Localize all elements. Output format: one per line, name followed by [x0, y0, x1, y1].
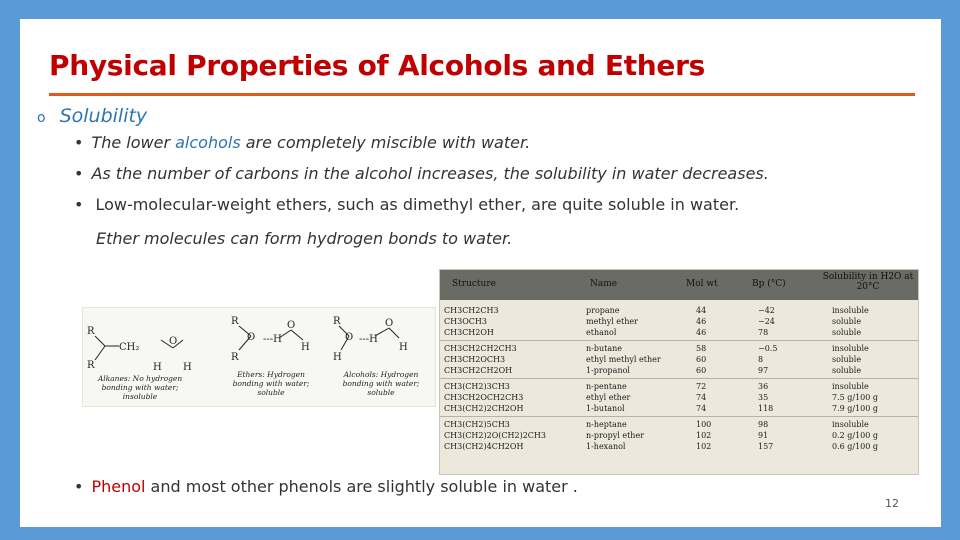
cell-solubility: insoluble: [832, 382, 869, 391]
cell-name: ethyl methyl ether: [586, 355, 661, 364]
bullet-1-text-a: The lower: [91, 133, 176, 152]
cell-bp: 97: [758, 366, 769, 375]
svg-text:R: R: [231, 316, 239, 327]
cell-name: n-propyl ether: [586, 431, 645, 440]
svg-text:H: H: [399, 342, 408, 353]
bullet-dot-icon: •: [74, 133, 84, 152]
group-divider: [440, 340, 918, 341]
slide-title: Physical Properties of Alcohols and Ethers: [49, 49, 705, 82]
cell-name: n-butane: [586, 344, 622, 353]
svg-text:O: O: [287, 320, 296, 331]
table-header: [440, 270, 918, 300]
group-divider: [440, 378, 918, 379]
bullet-2-text: As the number of carbons in the alcohol increases, the solubility in water decreases.: [91, 164, 769, 183]
svg-text:H: H: [301, 342, 310, 353]
alcohols-caption: Alcohols: Hydrogen bonding with water; soluble: [342, 370, 420, 397]
cell-solubility: insoluble: [832, 306, 869, 315]
bullet-4: [74, 477, 578, 496]
cell-name: n-pentane: [586, 382, 627, 391]
cell-structure: CH3(CH2)2CH2OH: [444, 404, 524, 413]
cell-mol-wt: 58: [696, 344, 707, 353]
cell-structure: CH3CH2OH: [444, 328, 494, 337]
cell-structure: CH3(CH2)2O(CH2)2CH3: [444, 431, 546, 440]
svg-text:---H: ---H: [263, 334, 282, 345]
cell-mol-wt: 72: [696, 382, 707, 391]
svg-text:CH₂: CH₂: [119, 342, 140, 353]
cell-name: n-heptane: [586, 420, 627, 429]
cell-bp: 8: [758, 355, 764, 364]
cell-structure: CH3CH2CH3: [444, 306, 499, 315]
cell-name: 1-hexanol: [586, 442, 626, 451]
cell-name: ethyl ether: [586, 393, 631, 402]
hydrogen-bonding-diagram: [83, 308, 435, 406]
cell-structure: CH3(CH2)4CH2OH: [444, 442, 524, 451]
cell-bp: −0.5: [758, 344, 778, 353]
cell-mol-wt: 60: [696, 355, 707, 364]
cell-name: propane: [586, 306, 620, 315]
cell-bp: 91: [758, 431, 769, 440]
cell-name: methyl ether: [586, 317, 638, 326]
cell-solubility: insoluble: [832, 420, 869, 429]
svg-text:H: H: [333, 352, 342, 363]
bullet-4-highlight: Phenol: [91, 477, 146, 496]
cell-bp: 98: [758, 420, 769, 429]
cell-bp: −42: [758, 306, 775, 315]
bullet-1-highlight: alcohols: [175, 133, 241, 152]
ethers-caption: Ethers: Hydrogen bonding with water; soluble: [232, 370, 310, 397]
cell-name: ethanol: [586, 328, 617, 337]
cell-mol-wt: 74: [696, 393, 707, 402]
cell-bp: −24: [758, 317, 775, 326]
cell-mol-wt: 102: [696, 431, 712, 440]
cell-solubility: soluble: [832, 355, 862, 364]
cell-solubility: insoluble: [832, 344, 869, 353]
bullet-3: [74, 195, 739, 214]
header-bp: Bp (°C): [752, 279, 786, 289]
cell-mol-wt: 46: [696, 328, 707, 337]
cell-name: 1-propanol: [586, 366, 630, 375]
cell-bp: 157: [758, 442, 774, 451]
svg-text:H: H: [183, 362, 192, 373]
circle-bullet-icon: o: [37, 110, 46, 126]
svg-text:R: R: [231, 352, 239, 363]
header-structure: Structure: [452, 279, 496, 289]
topic-label: Solubility: [59, 105, 148, 127]
header-mol-wt: Mol wt: [686, 279, 718, 289]
cell-structure: CH3CH2OCH3: [444, 355, 506, 364]
cell-mol-wt: 60: [696, 366, 707, 375]
cell-structure: CH3OCH3: [444, 317, 487, 326]
cell-mol-wt: 46: [696, 317, 707, 326]
cell-bp: 35: [758, 393, 769, 402]
alkanes-caption: Alkanes: No hydrogen bonding with water; insoluble: [97, 374, 183, 401]
cell-bp: 78: [758, 328, 769, 337]
cell-mol-wt: 102: [696, 442, 712, 451]
cell-solubility: soluble: [832, 317, 862, 326]
svg-text:O: O: [169, 336, 178, 347]
svg-text:R: R: [333, 316, 341, 327]
cell-bp: 36: [758, 382, 769, 391]
bullet-dot-icon: •: [74, 477, 84, 496]
bullet-1-text-b: are completely miscible with water.: [240, 133, 531, 152]
cell-bp: 118: [758, 404, 774, 413]
bullet-3-text: Low-molecular-weight ethers, such as dimethyl ether, are quite soluble in water.: [95, 195, 740, 214]
cell-structure: CH3CH2OCH2CH3: [444, 393, 524, 402]
bullet-dot-icon: •: [74, 195, 84, 214]
cell-structure: CH3(CH2)3CH3: [444, 382, 510, 391]
svg-text:O: O: [345, 332, 354, 343]
svg-text:R: R: [87, 360, 95, 371]
cell-solubility: 0.2 g/100 g: [832, 431, 879, 440]
bullet-1: [74, 133, 530, 152]
title-underline: [49, 93, 915, 96]
cell-structure: CH3(CH2)5CH3: [444, 420, 510, 429]
cell-structure: CH3CH2CH2CH3: [444, 344, 517, 353]
cell-solubility: soluble: [832, 328, 862, 337]
page-number: 12: [885, 497, 899, 510]
header-solubility: Solubility in H2O at 20°C: [822, 272, 914, 292]
cell-mol-wt: 44: [696, 306, 707, 315]
svg-text:H: H: [153, 362, 162, 373]
svg-text:O: O: [247, 332, 256, 343]
bullet-dot-icon: •: [74, 164, 84, 183]
cell-structure: CH3CH2CH2OH: [444, 366, 513, 375]
bullet-2: [74, 164, 769, 183]
cell-solubility: 0.6 g/100 g: [832, 442, 879, 451]
topic-heading: [37, 105, 147, 127]
cell-solubility: 7.5 g/100 g: [832, 393, 879, 402]
bullet-4-text: and most other phenols are slightly soluble in water .: [145, 477, 578, 496]
svg-text:R: R: [87, 326, 95, 337]
hydrogen-bonding-figure: [82, 307, 436, 407]
svg-text:O: O: [385, 318, 394, 329]
svg-text:---H: ---H: [359, 334, 378, 345]
cell-name: 1-butanol: [586, 404, 625, 413]
cell-mol-wt: 74: [696, 404, 707, 413]
cell-solubility: 7.9 g/100 g: [832, 404, 879, 413]
bullet-3-continuation: Ether molecules can form hydrogen bonds to water.: [96, 229, 513, 248]
cell-solubility: soluble: [832, 366, 862, 375]
header-name: Name: [590, 279, 618, 289]
group-divider: [440, 416, 918, 417]
cell-mol-wt: 100: [696, 420, 712, 429]
slide: [20, 19, 941, 527]
solubility-table: [439, 269, 919, 475]
